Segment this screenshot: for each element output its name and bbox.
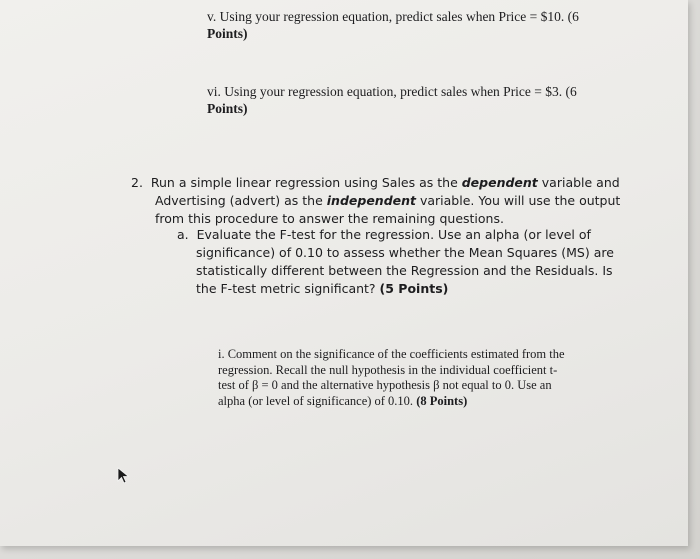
question-2-number: 2.: [131, 175, 143, 190]
question-2-line-2: [131, 192, 620, 210]
question-v-line-1: v. Using your regression equation, predict sales when Price = $10. (6: [207, 9, 579, 24]
independent-emphasis: independent: [326, 193, 416, 208]
mouse-pointer-icon: [116, 466, 132, 484]
question-2a-text: the F-test metric significant?: [196, 281, 380, 296]
question-i-line-3: test of β = 0 and the alternative hypothesis β not equal to 0. Use an: [218, 378, 552, 392]
question-2a-line-3: statistically different between the Regression and the Residuals. Is: [196, 263, 613, 278]
question-2a-line-4: [177, 280, 614, 298]
question-2a-points: (5 Points): [379, 281, 449, 296]
question-i-line-2: regression. Recall the null hypothesis in the individual coefficient t-: [218, 362, 558, 377]
question-i-points: (8 Points): [416, 393, 468, 408]
question-v-line-2: Points): [207, 26, 248, 41]
dependent-emphasis: dependent: [461, 175, 538, 190]
question-2a-label: a.: [177, 227, 189, 242]
question-2a-line-2: significance) of 0.10 to assess whether the Mean Squares (MS) are: [196, 245, 614, 260]
question-vi: [207, 83, 577, 117]
question-i-text: alpha (or level of significance) of 0.10.: [218, 393, 417, 408]
question-2: [131, 174, 620, 228]
question-2a-text: Evaluate the F-test for the regression. Use an alpha (or level of: [196, 227, 591, 242]
question-i: [218, 347, 565, 409]
question-2-line-3: from this procedure to answer the remaining questions.: [155, 211, 504, 226]
question-i-line-4: [218, 394, 565, 410]
question-vi-line-1: vi. Using your regression equation, predict sales when Price = $3. (6: [207, 84, 577, 99]
question-2-text: Advertising (advert) as the: [155, 193, 327, 208]
question-2-line-1: [131, 174, 620, 192]
question-2a-line-1: [177, 226, 614, 244]
question-2a: [177, 226, 614, 298]
question-v: [207, 8, 579, 42]
question-vi-line-2: Points): [207, 101, 248, 116]
question-2-text: variable and: [537, 175, 620, 190]
question-i-line-1: i. Comment on the significance of the coefficients estimated from the: [218, 347, 565, 361]
question-2-text: Run a simple linear regression using Sales as the: [150, 175, 462, 190]
question-2-text: variable. You will use the output: [416, 193, 621, 208]
